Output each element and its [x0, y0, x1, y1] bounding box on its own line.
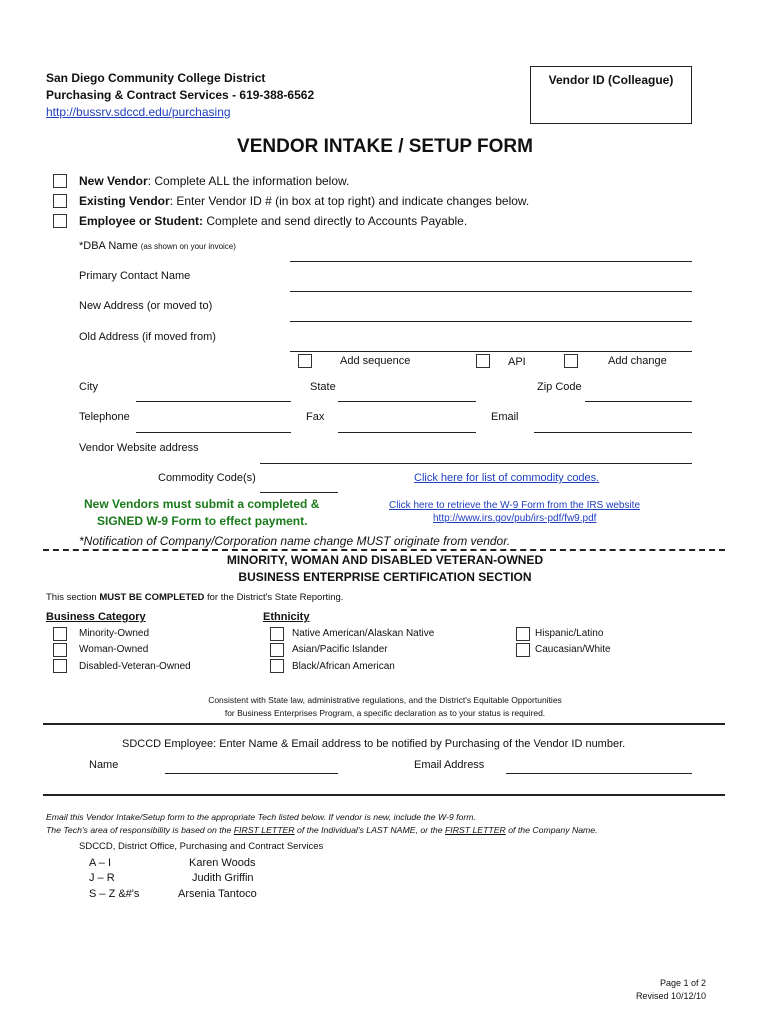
tech-middle: of the Individual's LAST NAME, or the — [294, 825, 445, 835]
native-american-label: Native American/Alaskan Native — [292, 628, 435, 639]
w9-notice-line1: New Vendors must submit a completed & — [84, 497, 320, 511]
add-sequence-checkbox[interactable] — [298, 354, 312, 368]
employee-student-instruction: Complete and send directly to Accounts Payable. — [203, 214, 468, 228]
existing-vendor-instruction: : Enter Vendor ID # (in box at top right) and indicate changes below. — [169, 194, 530, 208]
dba-label-row — [79, 240, 236, 252]
section-divider-2 — [43, 723, 725, 725]
zip-code-field[interactable] — [585, 401, 692, 402]
website-label: Vendor Website address — [79, 442, 199, 454]
dba-label: *DBA Name — [79, 240, 138, 252]
first-letter-2: FIRST LETTER — [444, 825, 506, 835]
tech-name-1: Karen Woods — [189, 857, 256, 869]
minority-heading-1: MINORITY, WOMAN AND DISABLED VETERAN-OWNED — [226, 553, 544, 567]
commodity-codes-link[interactable]: Click here for list of commodity codes. — [414, 472, 600, 484]
employee-instruction: SDCCD Employee: Enter Name & Email address to be notified by Purchasing of the Vendor ID number. — [122, 738, 626, 750]
employee-email-field[interactable] — [506, 773, 692, 774]
state-label: State — [310, 381, 336, 393]
hispanic-latino-label: Hispanic/Latino — [535, 628, 604, 639]
tech-range-2: J – R — [89, 872, 115, 884]
new-vendor-label: New Vendor — [79, 174, 148, 188]
business-category-heading: Business Category — [46, 611, 146, 623]
primary-contact-label: Primary Contact Name — [79, 270, 191, 282]
purchasing-office: SDCCD, District Office, Purchasing and Contract Services — [79, 841, 324, 852]
section-divider — [43, 549, 725, 551]
email-label: Email — [491, 411, 519, 423]
old-address-field[interactable] — [290, 351, 692, 352]
telephone-field[interactable] — [136, 432, 291, 433]
vendor-id-label: Vendor ID (Colleague) — [548, 73, 674, 87]
consistent-law-line2: for Business Enterprises Program, a specific declaration as to your status is required. — [224, 708, 546, 718]
existing-vendor-label: Existing Vendor — [79, 194, 170, 208]
city-label: City — [79, 381, 98, 393]
form-title: VENDOR INTAKE / SETUP FORM — [237, 136, 533, 157]
page-number: Page 1 of 2 — [659, 978, 706, 988]
disabled-veteran-owned-label: Disabled-Veteran-Owned — [79, 661, 191, 672]
black-african-american-checkbox[interactable] — [270, 659, 284, 673]
tech-name-3: Arsenia Tantoco — [178, 888, 257, 900]
vendor-id-box[interactable] — [530, 66, 692, 124]
ethnicity-heading: Ethnicity — [263, 611, 310, 623]
first-letter-1: FIRST LETTER — [233, 825, 295, 835]
note-bold: MUST BE COMPLETED — [99, 592, 205, 603]
api-label: API — [508, 356, 526, 368]
tech-responsibility — [46, 825, 598, 835]
woman-owned-label: Woman-Owned — [79, 644, 149, 655]
w9-notice-line2: SIGNED W-9 Form to effect payment. — [97, 514, 308, 528]
caucasian-white-label: Caucasian/White — [535, 644, 611, 655]
minority-owned-checkbox[interactable] — [53, 627, 67, 641]
department-phone: Purchasing & Contract Services - 619-388-6562 — [46, 88, 315, 102]
name-change-notice: *Notification of Company/Corporation name change MUST originate from vendor. — [79, 534, 511, 548]
revised-date: Revised 10/12/10 — [635, 991, 706, 1001]
district-name: San Diego Community College District — [46, 71, 266, 85]
new-address-field[interactable] — [290, 321, 692, 322]
add-sequence-label: Add sequence — [340, 355, 411, 367]
tech-prefix: The Tech's area of responsibility is based on the — [46, 825, 234, 835]
new-vendor-instruction: : Complete ALL the information below. — [147, 174, 350, 188]
existing-vendor-checkbox[interactable] — [53, 194, 67, 208]
w9-form-link[interactable]: Click here to retrieve the W-9 Form from the IRS website — [389, 500, 641, 511]
consistent-law-line1: Consistent with State law, administrative regulations, and the District's Equitable Opportunities — [208, 695, 562, 705]
black-african-american-label: Black/African American — [292, 661, 395, 672]
email-instructions: Email this Vendor Intake/Setup form to the appropriate Tech listed below. If vendor is new, include the W-9 form. — [46, 812, 476, 822]
tech-name-2: Judith Griffin — [192, 872, 254, 884]
email-field[interactable] — [534, 432, 692, 433]
telephone-label: Telephone — [79, 411, 130, 423]
asian-pacific-checkbox[interactable] — [270, 643, 284, 657]
purchasing-url-link[interactable]: http://bussrv.sdccd.edu/purchasing — [46, 105, 231, 119]
website-field[interactable] — [260, 463, 692, 464]
section-required-note — [46, 592, 343, 603]
dba-name-field[interactable] — [290, 261, 692, 262]
fax-label: Fax — [306, 411, 325, 423]
employee-student-label: Employee or Student: — [79, 214, 204, 228]
note-prefix: This section — [46, 592, 100, 603]
city-field[interactable] — [136, 401, 291, 402]
employee-student-checkbox[interactable] — [53, 214, 67, 228]
native-american-checkbox[interactable] — [270, 627, 284, 641]
woman-owned-checkbox[interactable] — [53, 643, 67, 657]
minority-owned-label: Minority-Owned — [79, 628, 150, 639]
existing-vendor-row — [79, 194, 529, 208]
hispanic-latino-checkbox[interactable] — [516, 627, 530, 641]
add-change-checkbox[interactable] — [564, 354, 578, 368]
commodity-codes-field[interactable] — [260, 492, 338, 493]
minority-heading-2: BUSINESS ENTERPRISE CERTIFICATION SECTION — [238, 570, 532, 584]
tech-range-1: A – I — [89, 857, 112, 869]
new-vendor-row — [79, 174, 349, 188]
new-vendor-checkbox[interactable] — [53, 174, 67, 188]
employee-student-row — [79, 214, 467, 228]
tech-range-3: S – Z &#'s — [89, 888, 140, 900]
add-change-label: Add change — [608, 355, 667, 367]
employee-email-label: Email Address — [414, 759, 485, 771]
new-address-label: New Address (or moved to) — [79, 300, 213, 312]
dba-note: (as shown on your invoice) — [140, 242, 236, 251]
state-field[interactable] — [338, 401, 476, 402]
employee-name-label: Name — [89, 759, 119, 771]
zip-code-label: Zip Code — [537, 381, 582, 393]
w9-pdf-link[interactable]: http://www.irs.gov/pub/irs-pdf/fw9.pdf — [433, 513, 597, 524]
commodity-codes-label: Commodity Code(s) — [158, 472, 256, 484]
tech-suffix: of the Company Name. — [505, 825, 598, 835]
note-suffix: for the District's State Reporting. — [204, 592, 344, 603]
caucasian-white-checkbox[interactable] — [516, 643, 530, 657]
primary-contact-field[interactable] — [290, 291, 692, 292]
section-divider-3 — [43, 794, 725, 796]
old-address-label: Old Address (if moved from) — [79, 331, 216, 343]
disabled-veteran-owned-checkbox[interactable] — [53, 659, 67, 673]
employee-name-field[interactable] — [165, 773, 338, 774]
asian-pacific-label: Asian/Pacific Islander — [292, 644, 388, 655]
fax-field[interactable] — [338, 432, 476, 433]
api-checkbox[interactable] — [476, 354, 490, 368]
